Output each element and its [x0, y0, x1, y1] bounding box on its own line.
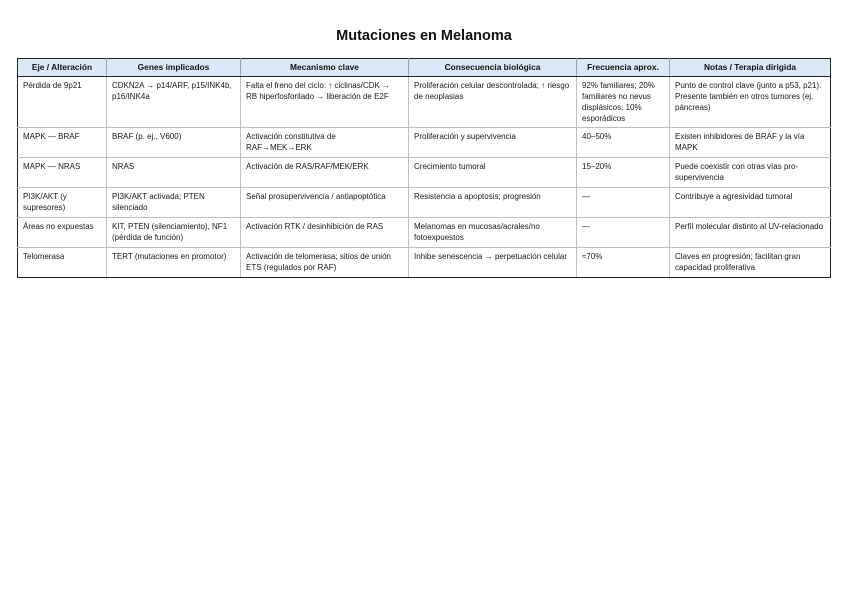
cell-eje: PI3K/AKT (y supresores) — [18, 188, 107, 218]
cell-notas: Contribuye a agresividad tumoral — [670, 188, 831, 218]
cell-consecuencia: Inhibe senescencia → perpetuación celular — [409, 248, 577, 278]
cell-notas: Claves en progresión; facilitan gran capacidad proliferativa — [670, 248, 831, 278]
cell-notas: Punto de control clave (junto a p53, p21). Presente también en otros tumores (ej. páncreas) — [670, 77, 831, 128]
table-row — [18, 188, 831, 218]
cell-mecanismo: Falta el freno del ciclo: ↑ ciclinas/CDK → RB hiperfosforilado → liberación de E2F — [241, 77, 409, 128]
cell-eje: MAPK — NRAS — [18, 158, 107, 188]
table-header-row — [18, 59, 831, 77]
cell-eje: Pérdida de 9p21 — [18, 77, 107, 128]
cell-consecuencia: Crecimiento tumoral — [409, 158, 577, 188]
cell-frecuencia: 92% familiares; 20% familiares no nevus displásicos; 10% esporádicos — [577, 77, 670, 128]
cell-genes: NRAS — [107, 158, 241, 188]
cell-consecuencia: Proliferación y supervivencia — [409, 128, 577, 158]
cell-frecuencia: 40–50% — [577, 128, 670, 158]
cell-genes: TERT (mutaciones en promotor) — [107, 248, 241, 278]
header-consecuencia: Consecuencia biológica — [409, 59, 577, 77]
cell-genes: BRAF (p. ej., V600) — [107, 128, 241, 158]
header-genes: Genes implicados — [107, 59, 241, 77]
header-eje: Eje / Alteración — [18, 59, 107, 77]
cell-notas: Perfil molecular distinto al UV-relacionado — [670, 218, 831, 248]
cell-mecanismo: Activación de RAS/RAF/MEK/ERK — [241, 158, 409, 188]
header-notas: Notas / Terapia dirigida — [670, 59, 831, 77]
cell-notas: Puede coexistir con otras vías pro-supervivencia — [670, 158, 831, 188]
cell-eje: Telomerasa — [18, 248, 107, 278]
cell-frecuencia: — — [577, 188, 670, 218]
header-frecuencia: Frecuencia aprox. — [577, 59, 670, 77]
table-row — [18, 128, 831, 158]
cell-frecuencia: — — [577, 218, 670, 248]
cell-genes: PI3K/AKT activada; PTEN silenciado — [107, 188, 241, 218]
header-mecanismo: Mecanismo clave — [241, 59, 409, 77]
cell-mecanismo: Señal prosupervivencia / antiapoptótica — [241, 188, 409, 218]
cell-genes: CDKN2A → p14/ARF, p15/INK4b, p16/INK4a — [107, 77, 241, 128]
cell-mecanismo: Activación RTK / desinhibición de RAS — [241, 218, 409, 248]
cell-frecuencia: ≈70% — [577, 248, 670, 278]
cell-consecuencia: Resistencia a apoptosis; progresión — [409, 188, 577, 218]
cell-mecanismo: Activación constitutiva de RAF→MEK→ERK — [241, 128, 409, 158]
cell-eje: MAPK — BRAF — [18, 128, 107, 158]
cell-frecuencia: 15–20% — [577, 158, 670, 188]
mutations-table — [17, 58, 831, 278]
cell-consecuencia: Melanomas en mucosas/acrales/no fotoexpuestos — [409, 218, 577, 248]
cell-notas: Existen inhibidores de BRAF y la vía MAPK — [670, 128, 831, 158]
table-row — [18, 248, 831, 278]
cell-mecanismo: Activación de telomerasa; sitios de unión ETS (regulados por RAF) — [241, 248, 409, 278]
cell-consecuencia: Proliferación celular descontrolada; ↑ riesgo de neoplasias — [409, 77, 577, 128]
table-row — [18, 218, 831, 248]
page-title: Mutaciones en Melanoma — [336, 28, 512, 44]
cell-eje: Áreas no expuestas — [18, 218, 107, 248]
table-row — [18, 77, 831, 128]
table-row — [18, 158, 831, 188]
cell-genes: KIT, PTEN (silenciamiento), NF1 (pérdida de función) — [107, 218, 241, 248]
